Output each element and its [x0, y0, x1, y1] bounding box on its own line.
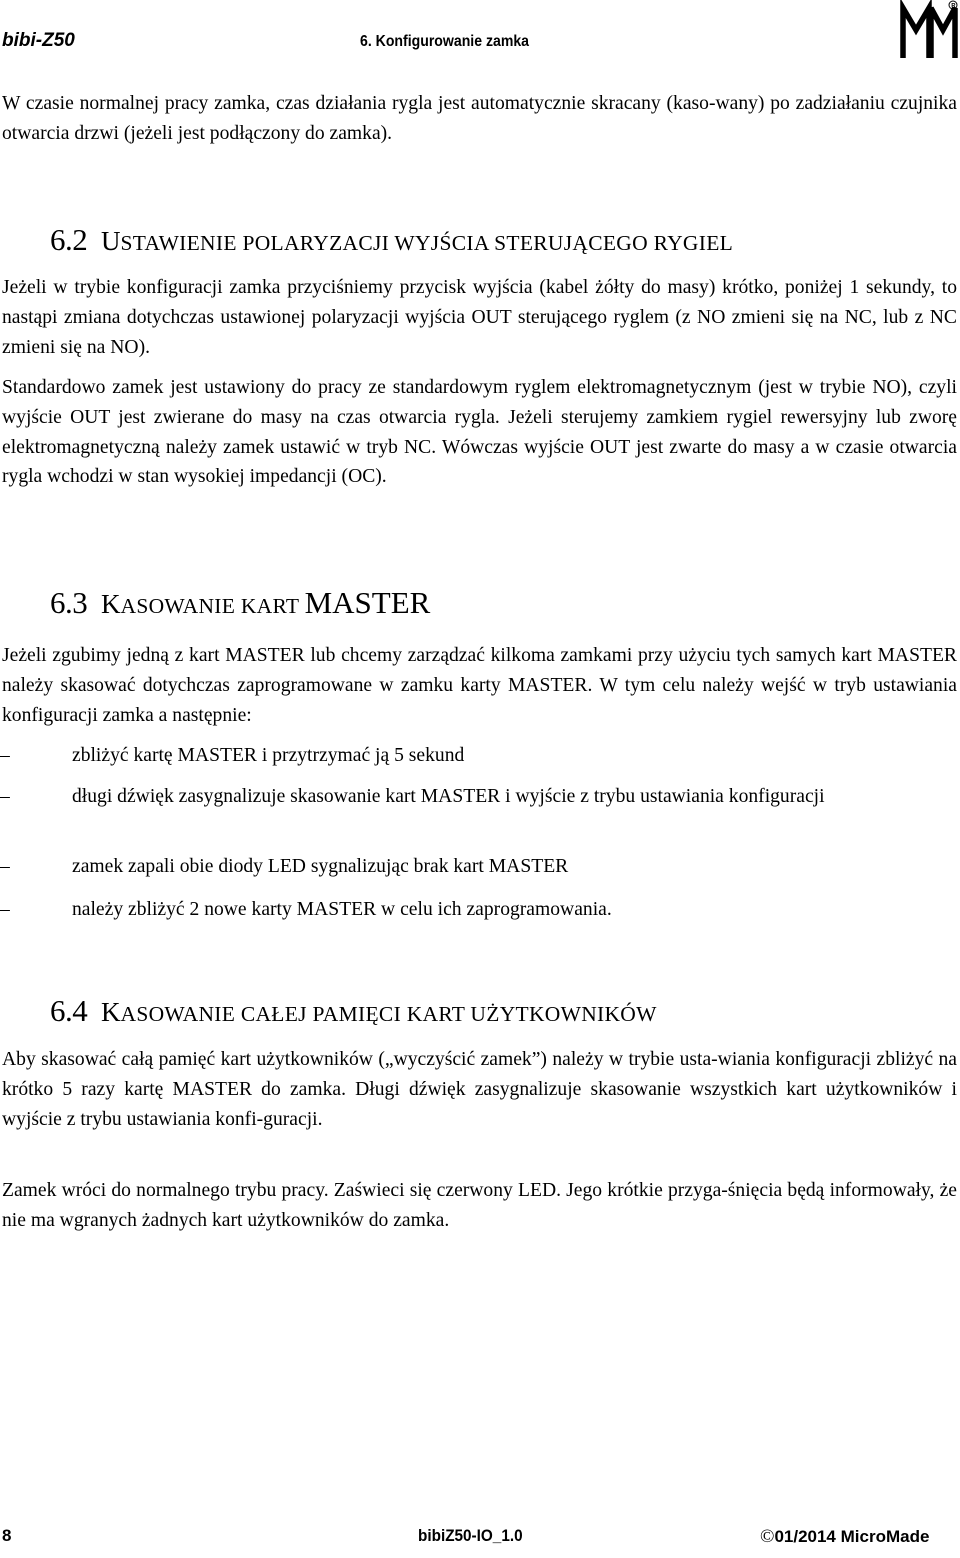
section-6-4-paragraph-1: Aby skasować całą pamięć kart użytkowników („wyczyścić zamek”) należy w trybie usta-wiania konfiguracji zbliżyć na krótko 5 razy kartę MASTER do zamka. Długi dźwięk zasygnalizuje skasowanie wszystkich kart użytkowników i wyjście z trybu ustawiania konfi-guracji.	[2, 1049, 957, 1130]
section-number: 6.3	[50, 585, 88, 620]
bullet-dash: –	[0, 899, 10, 920]
section-title-initial: U	[101, 226, 121, 256]
section-title: ASOWANIE KART	[120, 594, 305, 618]
brand-logo-text: bibi-Z50	[2, 30, 75, 51]
section-6-3-paragraph: Jeżeli zgubimy jedną z kart MASTER lub chcemy zarządzać kilkoma zamkami przy użyciu tych samych kart MASTER należy skasować dotychczas zaprogramowane w zamku karty MASTER. W tym celu należy wejść w tryb ustawiania konfiguracji zamka a następnie:	[2, 645, 957, 726]
section-number: 6.4	[50, 993, 88, 1028]
bullet-dash: –	[0, 786, 10, 807]
section-number: 6.2	[50, 222, 88, 257]
section-6-4-heading	[50, 993, 657, 1029]
section-title-initial: K	[101, 997, 121, 1027]
section-title: STAWIENIE POLARYZACJI WYJŚCIA STERUJĄCEGO RYGIEL	[120, 231, 734, 255]
document-id: bibiZ50-IO_1.0	[418, 1526, 523, 1545]
list-item-text: zbliżyć kartę MASTER i przytrzymać ją 5 sekund	[72, 745, 465, 766]
section-title-initial: K	[101, 589, 121, 619]
copyright-symbol: ©	[760, 1526, 775, 1547]
footer-divider	[0, 1514, 960, 1515]
svg-text:R: R	[951, 3, 956, 10]
page-number: 8	[2, 1526, 12, 1545]
section-title: ASOWANIE CAŁEJ PAMIĘCI KART UŻYTKOWNIKÓW	[120, 1002, 657, 1026]
chapter-title: 6. Konfigurowanie zamka	[360, 33, 530, 50]
bullet-dash: –	[0, 745, 10, 766]
section-6-2-paragraph-2: Standardowo zamek jest ustawiony do pracy ze standardowym ryglem elektromagnetycznym (jest w trybie NO), czyli wyjście OUT jest zwierane do masy na czas otwarcia rygla. Jeżeli sterujemy zamkiem rygiel rewersyjny lub zworę elektromagnetyczną należy zamek ustawić w tryb NC. Wówczas wyjście OUT jest zwarte do masy a w czasie otwarcia rygla wchodzi w stan wysokiej impedancji (OC).	[2, 377, 957, 488]
list-item-text: zamek zapali obie diody LED sygnalizując brak kart MASTER	[72, 856, 569, 877]
section-6-2-paragraph-1: Jeżeli w trybie konfiguracji zamka przyciśniemy przycisk wyjścia (kabel żółty do masy) krótko, poniżej 1 sekundy, to nastąpi zmiana dotychczas ustawionej polaryzacji wyjścia OUT sterującego ryglem (z NO zmieni się na NC, lub z NC zmieni się na NO).	[2, 277, 957, 358]
list-item-text: należy zbliżyć 2 nowe karty MASTER w celu ich zaprogramowania.	[72, 899, 612, 920]
copyright	[760, 1526, 929, 1548]
list-item-text: długi dźwięk zasygnalizuje skasowanie kart MASTER i wyjście z trybu ustawiania konfiguracji	[72, 786, 825, 807]
section-6-4-paragraph-2: Zamek wróci do normalnego trybu pracy. Zaświeci się czerwony LED. Jego krótkie przyga-śnięcia będą informowały, że nie ma wgranych żadnych kart użytkowników do zamka.	[2, 1180, 957, 1231]
section-title-master: MASTER	[304, 585, 431, 620]
intro-paragraph: W czasie normalnej pracy zamka, czas działania rygla jest automatycznie skracany (kaso-wany) po zadziałaniu czujnika otwarcia drzwi (jeżeli jest podłączony do zamka).	[2, 93, 957, 144]
micromade-logo	[898, 0, 960, 60]
bullet-dash: –	[0, 856, 10, 877]
section-6-2-heading	[50, 222, 733, 258]
copyright-text: 01/2014 MicroMade	[774, 1527, 930, 1546]
section-6-3-heading	[50, 585, 430, 621]
